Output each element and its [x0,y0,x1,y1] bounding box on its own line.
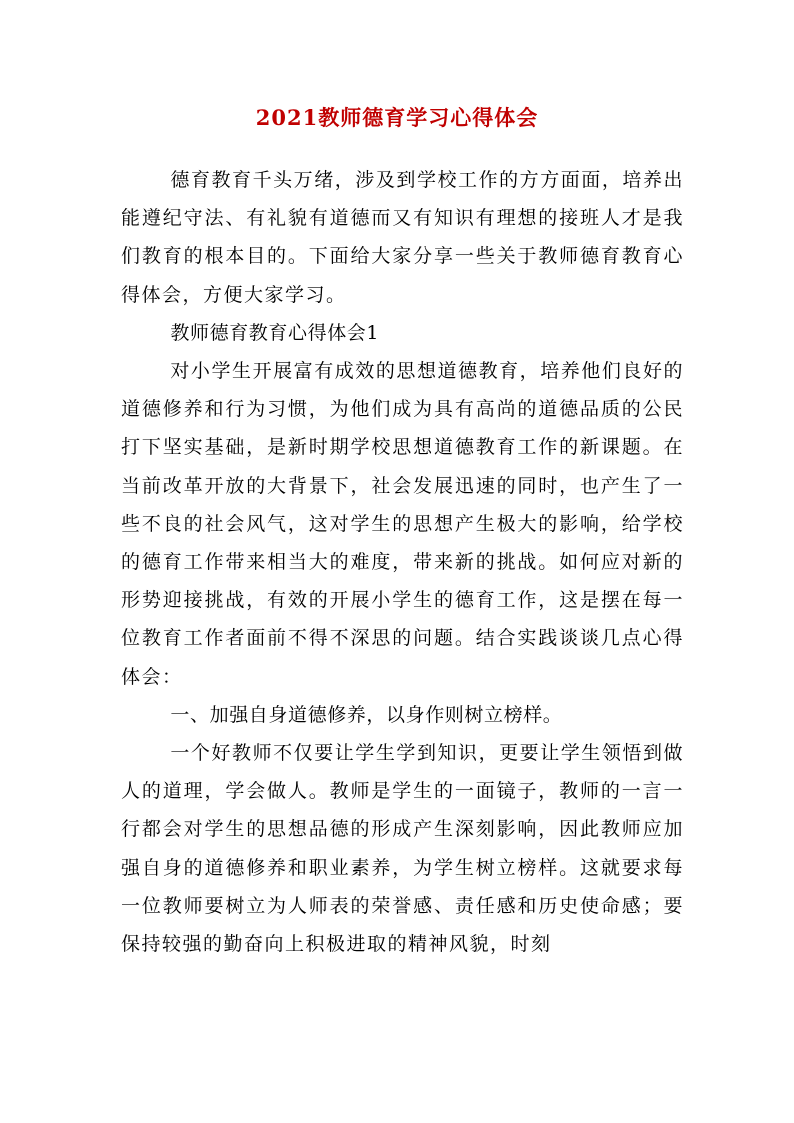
body-paragraph: 一个好教师不仅要让学生学到知识，更要让学生领悟到做人的道理，学会做人。教师是学生的一面镜子，教师的一言一行都会对学生的思想品德的形成产生深刻影响，因此教师应加强自身的道德修养和职业素养，为学生树立榜样。这就要求每一位教师要树立为人师表的荣誉感、责任感和历史使命感；要保持较强的勤奋向上积极进取的精神风貌，时刻 [121,742,684,956]
point-heading: 一、加强自身道德修养，以身作则树立榜样。 [170,703,563,726]
document-title: 2021教师德育学习心得体会 [255,105,539,130]
intro-paragraph: 德育教育千头万绪，涉及到学校工作的方方面面，培养出能遵纪守法、有礼貌有道德而又有知识有理想的接班人才是我们教育的根本目的。下面给大家分享一些关于教师德育教育心得体会，方便大家学习。 [121,169,684,306]
section-heading: 教师德育教育心得体会1 [170,321,380,344]
body-paragraph: 对小学生开展富有成效的思想道德教育，培养他们良好的道德修养和行为习惯，为他们成为具有高尚的道德品质的公民打下坚实基础，是新时期学校思想道德教育工作的新课题。在当前改革开放的大背景下，社会发展迅速的同时，也产生了一些不良的社会风气，这对学生的思想产生极大的影响，给学校的德育工作带来相当大的难度，带来新的挑战。如何应对新的形势迎接挑战，有效的开展小学生的德育工作，这是摆在每一位教育工作者面前不得不深思的问题。结合实践谈谈几点心得体会： [121,360,684,688]
document-body [121,161,684,963]
